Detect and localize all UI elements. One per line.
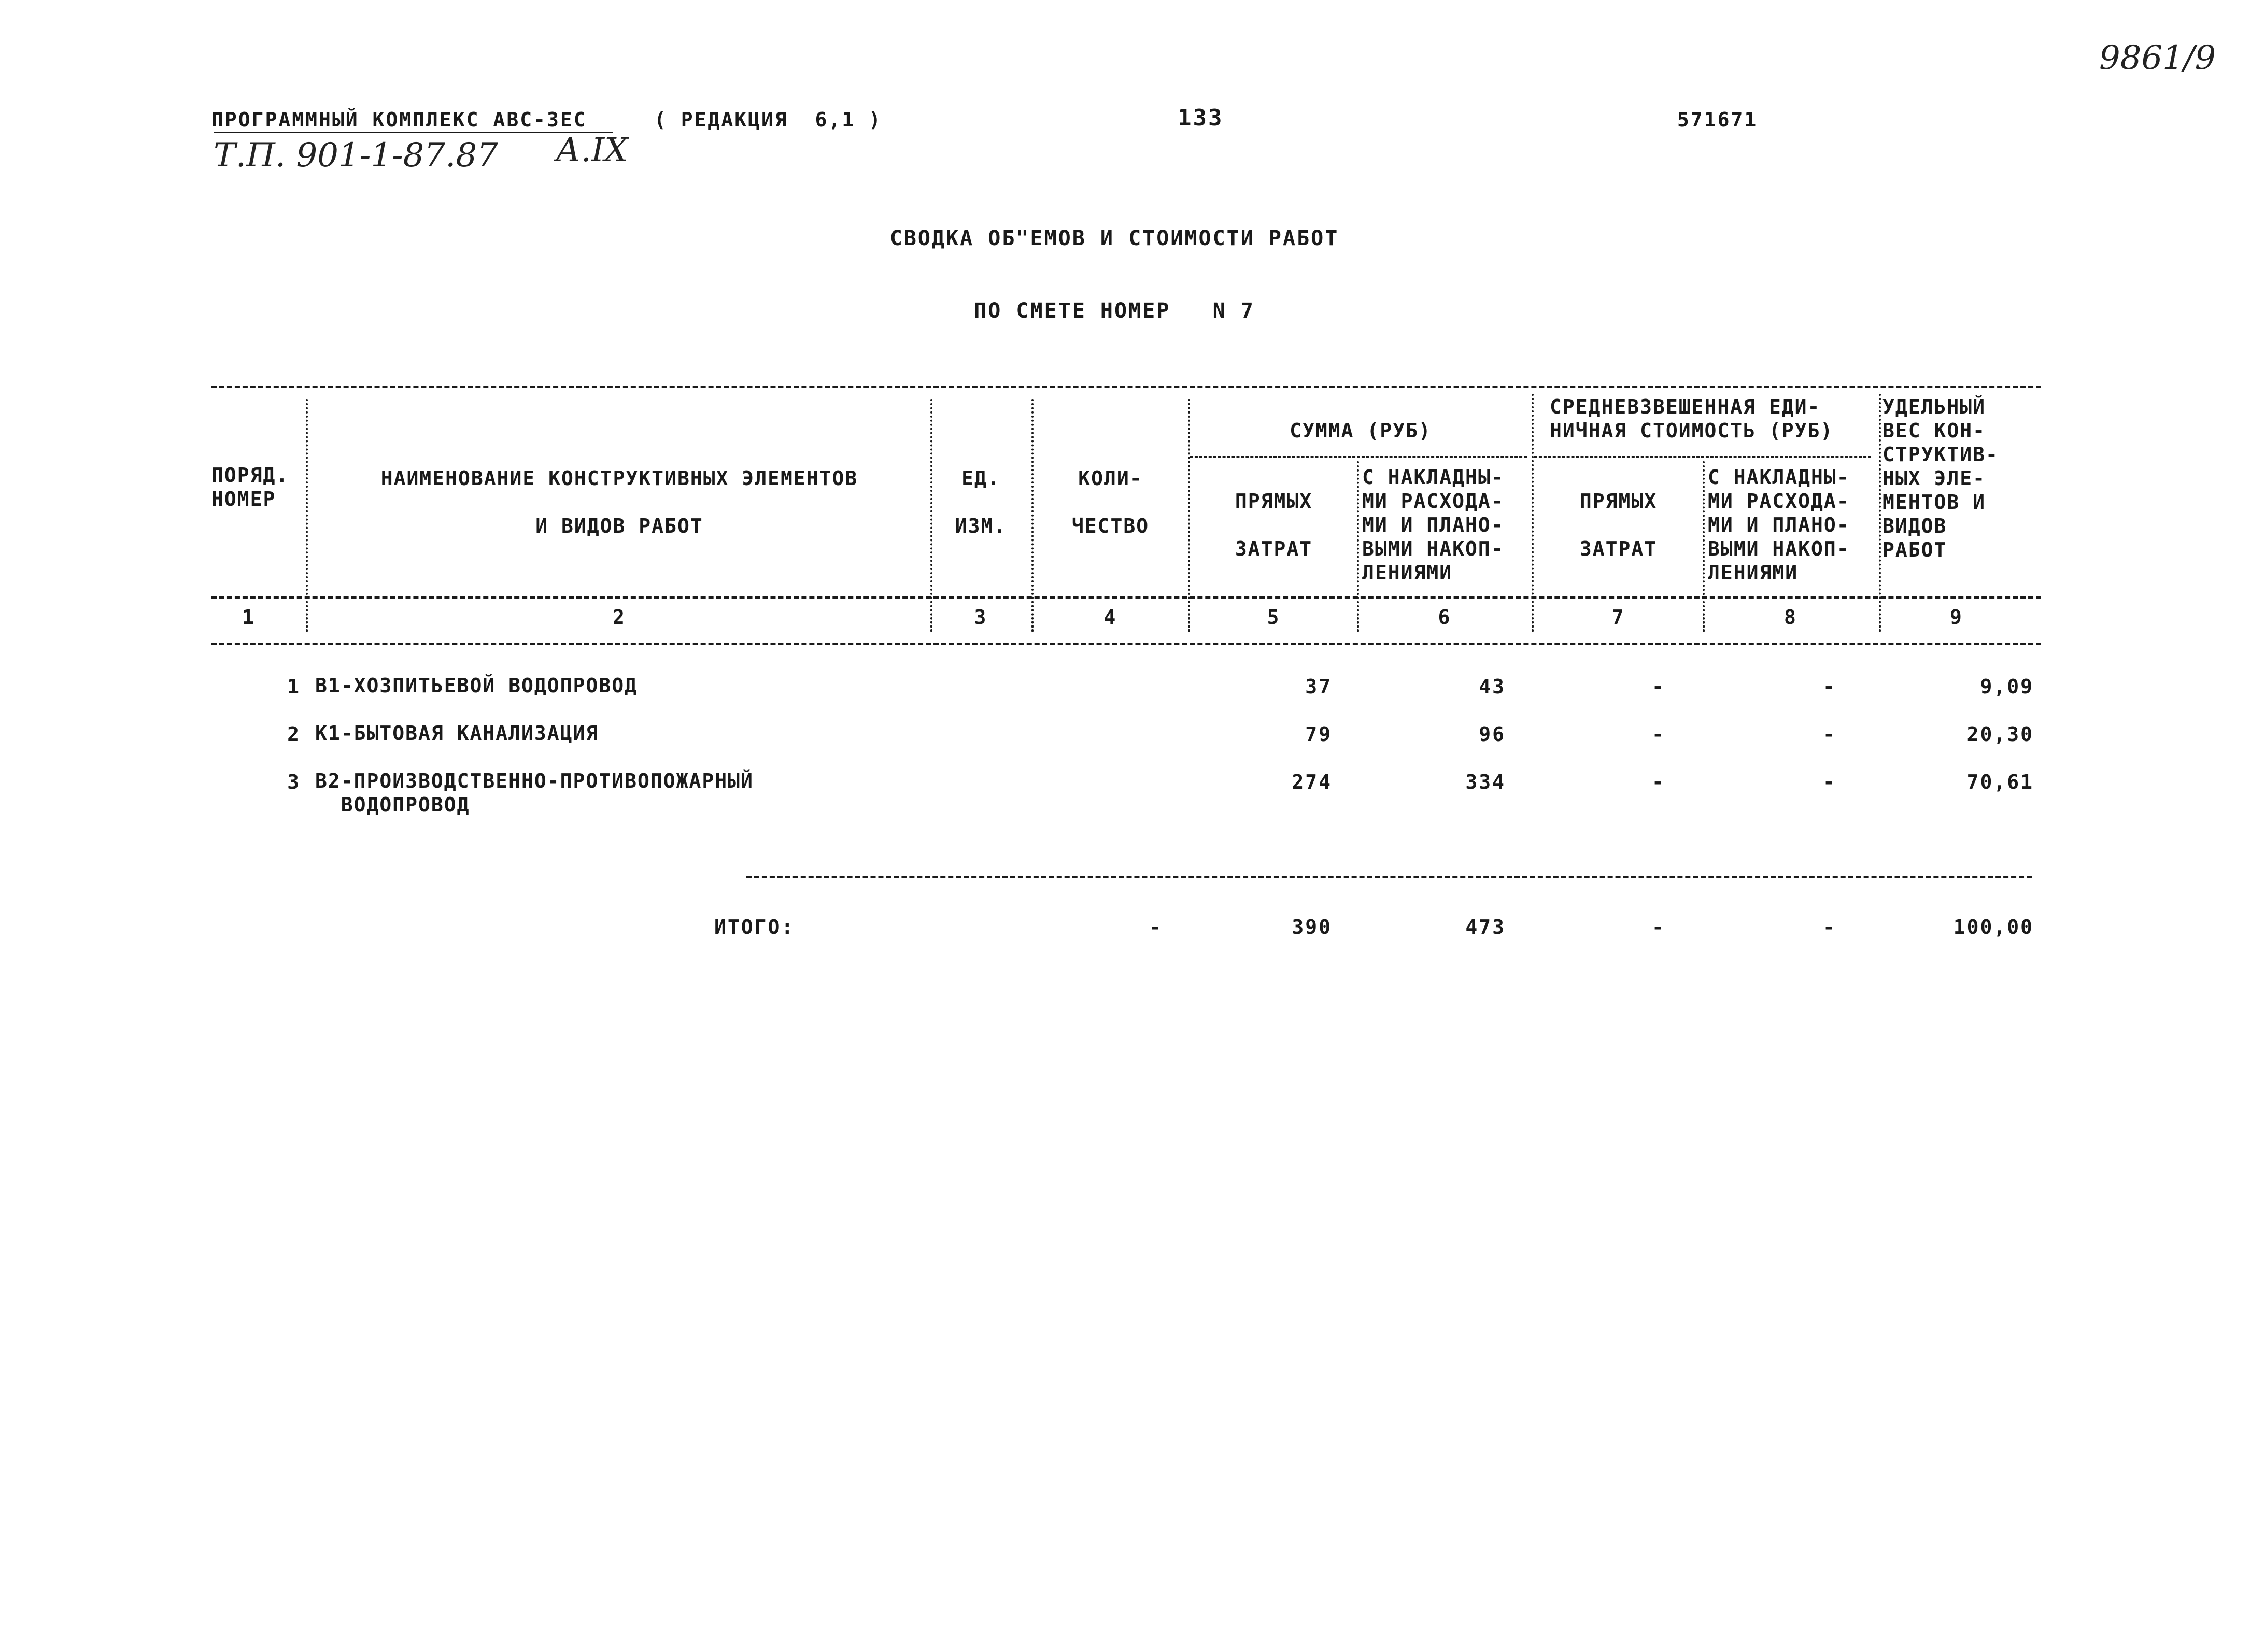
col-number-4: 4 <box>1103 606 1117 629</box>
row-name: В1-ХОЗПИТЬЕВОЙ ВОДОПРОВОД <box>315 674 638 697</box>
col-number-6: 6 <box>1438 606 1452 629</box>
handwritten-project-ref: Т.П. 901-1-87.87 <box>214 136 498 175</box>
page-subtitle: ПО СМЕТЕ НОМЕР N 7 <box>974 299 1255 323</box>
handwritten-album: А.IX <box>556 131 628 169</box>
row-weight: 9,09 <box>1980 675 2034 698</box>
col-number-3: 3 <box>974 606 988 629</box>
row-name: В2-ПРОИЗВОДСТВЕННО-ПРОТИВОПОЖАРНЫЙ ВОДОПРОВОД <box>315 770 754 816</box>
row-overhead: 43 <box>1479 675 1506 698</box>
header-col-number: ПОРЯД. НОМЕР <box>211 464 289 510</box>
program-name: ПРОГРАММНЫЙ КОМПЛЕКС АВС-3ЕС <box>211 108 587 131</box>
row-direct: 274 <box>1292 771 1332 793</box>
header-col-name: НАИМЕНОВАНИЕ КОНСТРУКТИВНЫХ ЭЛЕМЕНТОВ И ВИДОВ РАБОТ <box>380 467 858 537</box>
col-number-8: 8 <box>1784 606 1797 629</box>
total-quantity: - <box>1149 916 1163 938</box>
row-direct: 79 <box>1305 723 1332 746</box>
header-col-quantity: КОЛИ- ЧЕСТВО <box>1071 467 1150 537</box>
row-avg-overhead: - <box>1823 723 1836 746</box>
total-avg-direct: - <box>1652 916 1665 938</box>
col-number-5: 5 <box>1267 606 1281 629</box>
page-title: СВОДКА ОБ"ЕМОВ И СТОИМОСТИ РАБОТ <box>889 226 1339 250</box>
header-sum-overhead: С НАКЛАДНЫ- МИ РАСХОДА- МИ И ПЛАНО- ВЫМИ НАКОП- ЛЕНИЯМИ <box>1362 466 1504 584</box>
header-group-sum: СУММА (РУБ) <box>1290 419 1432 442</box>
document-code: 571671 <box>1677 108 1758 131</box>
row-avg-direct: - <box>1652 771 1665 793</box>
row-weight: 70,61 <box>1966 771 2034 793</box>
page-number: 133 <box>1178 105 1224 131</box>
handwritten-corner-number: 9861/9 <box>2099 39 2216 77</box>
total-label: ИТОГО: <box>714 916 795 938</box>
total-direct: 390 <box>1292 916 1332 938</box>
row-name: К1-БЫТОВАЯ КАНАЛИЗАЦИЯ <box>315 722 599 745</box>
row-number: 2 <box>287 723 301 746</box>
row-overhead: 334 <box>1465 771 1506 793</box>
col-number-7: 7 <box>1611 606 1625 629</box>
total-weight: 100,00 <box>1953 916 2034 938</box>
header-col-weight: УДЕЛЬНЫЙ ВЕС КОН- СТРУКТИВ- НЫХ ЭЛЕ- МЕНТОВ И ВИДОВ РАБОТ <box>1882 395 1999 561</box>
row-direct: 37 <box>1305 675 1332 698</box>
row-avg-overhead: - <box>1823 771 1836 793</box>
total-rule <box>746 876 2032 878</box>
row-avg-direct: - <box>1652 723 1665 746</box>
total-avg-overhead: - <box>1823 916 1836 938</box>
table-top-rule <box>211 386 2041 388</box>
row-avg-overhead: - <box>1823 675 1836 698</box>
col-number-2: 2 <box>613 606 626 629</box>
col-number-1: 1 <box>242 606 256 629</box>
header-group-average-cost: СРЕДНЕВЗВЕШЕННАЯ ЕДИ- НИЧНАЯ СТОИМОСТЬ (РУБ) <box>1550 395 1834 442</box>
total-overhead: 473 <box>1465 916 1506 938</box>
col-numbers-rule <box>211 643 2041 645</box>
col-number-9: 9 <box>1950 606 1963 629</box>
header-avg-direct: ПРЯМЫХ ЗАТРАТ <box>1579 490 1658 560</box>
header-bottom-rule <box>211 596 2041 599</box>
row-number: 1 <box>287 675 301 698</box>
header-sum-direct: ПРЯМЫХ ЗАТРАТ <box>1235 490 1313 560</box>
row-number: 3 <box>287 771 301 793</box>
row-avg-direct: - <box>1652 675 1665 698</box>
row-overhead: 96 <box>1479 723 1506 746</box>
edition-label: ( РЕДАКЦИЯ 6,1 ) <box>654 108 882 131</box>
row-weight: 20,30 <box>1966 723 2034 746</box>
header-col-unit: ЕД. ИЗМ. <box>955 467 1007 537</box>
header-avg-overhead: С НАКЛАДНЫ- МИ РАСХОДА- МИ И ПЛАНО- ВЫМИ НАКОП- ЛЕНИЯМИ <box>1708 466 1850 584</box>
